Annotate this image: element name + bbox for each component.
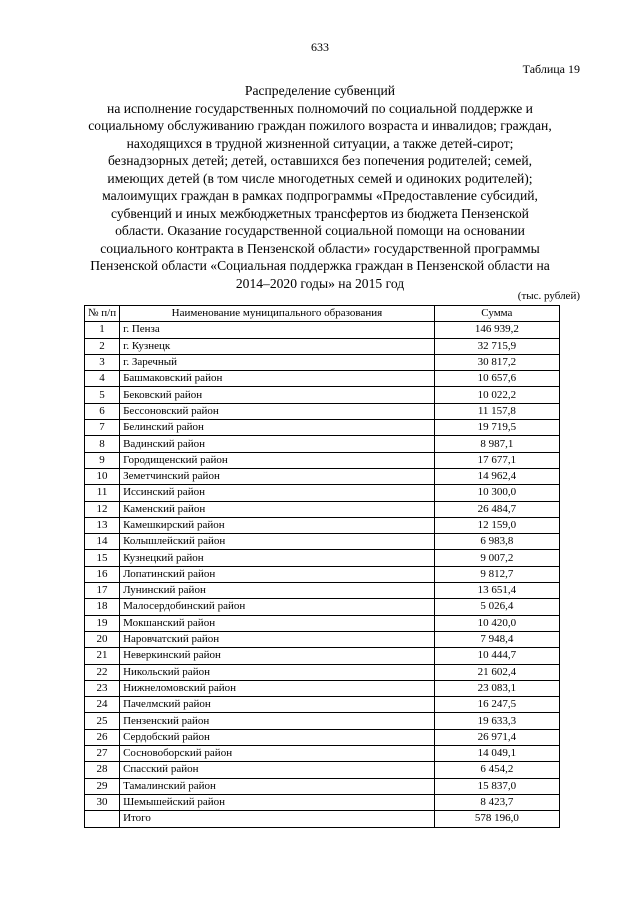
table-row	[85, 452, 560, 468]
table-row	[85, 436, 560, 452]
amount: 6 983,8	[434, 534, 559, 550]
amount: 12 159,0	[434, 517, 559, 533]
municipality-name: Камешкирский район	[120, 517, 435, 533]
table-row	[85, 354, 560, 370]
amount: 5 026,4	[434, 599, 559, 615]
municipality-name: Белинский район	[120, 420, 435, 436]
table-row	[85, 746, 560, 762]
row-number: 23	[85, 680, 120, 696]
amount: 8 987,1	[434, 436, 559, 452]
row-number: 4	[85, 371, 120, 387]
row-number: 16	[85, 566, 120, 582]
title-line: социальному обслуживанию граждан пожилого возраста и инвалидов; граждан,	[88, 118, 552, 133]
municipality-name: Бессоновский район	[120, 403, 435, 419]
table-row	[85, 534, 560, 550]
amount: 30 817,2	[434, 354, 559, 370]
amount: 11 157,8	[434, 403, 559, 419]
row-number: 10	[85, 468, 120, 484]
amount: 32 715,9	[434, 338, 559, 354]
row-number: 13	[85, 517, 120, 533]
municipality-name: Шемышейский район	[120, 794, 435, 810]
municipality-name: Бековский район	[120, 387, 435, 403]
municipality-name: Нижнеломовский район	[120, 680, 435, 696]
table-row	[85, 697, 560, 713]
amount: 14 049,1	[434, 746, 559, 762]
amount: 7 948,4	[434, 631, 559, 647]
total-row	[85, 811, 560, 827]
row-number: 15	[85, 550, 120, 566]
municipality-name: Тамалинский район	[120, 778, 435, 794]
amount: 26 971,4	[434, 729, 559, 745]
row-number: 28	[85, 762, 120, 778]
table-row	[85, 680, 560, 696]
municipality-name: Сосновоборский район	[120, 746, 435, 762]
table-label: Таблица 19	[522, 62, 580, 76]
table-row	[85, 599, 560, 615]
municipality-name: Иссинский район	[120, 485, 435, 501]
row-number	[85, 811, 120, 827]
amount: 21 602,4	[434, 664, 559, 680]
row-number: 3	[85, 354, 120, 370]
municipality-name: Малосердобинский район	[120, 599, 435, 615]
table-row	[85, 468, 560, 484]
row-number: 12	[85, 501, 120, 517]
municipality-name: Колышлейский район	[120, 534, 435, 550]
municipality-name: Лопатинский район	[120, 566, 435, 582]
municipality-name: Вадинский район	[120, 436, 435, 452]
table-row	[85, 664, 560, 680]
row-number: 17	[85, 583, 120, 599]
table-row	[85, 485, 560, 501]
amount: 23 083,1	[434, 680, 559, 696]
table-row	[85, 762, 560, 778]
table-row	[85, 615, 560, 631]
table-row	[85, 387, 560, 403]
municipality-name: Башмаковский район	[120, 371, 435, 387]
amount: 10 657,6	[434, 371, 559, 387]
row-number: 18	[85, 599, 120, 615]
amount: 15 837,0	[434, 778, 559, 794]
title-line: находящихся в трудной жизненной ситуации, а также детей-сирот;	[126, 135, 514, 151]
row-number: 25	[85, 713, 120, 729]
amount: 10 300,0	[434, 485, 559, 501]
table-row	[85, 420, 560, 436]
title-line: Пензенской области «Социальная поддержка граждан в Пензенской области на	[90, 258, 550, 273]
table-row	[85, 713, 560, 729]
header-name: Наименование муниципального образования	[120, 306, 435, 322]
municipality-name: Наровчатский район	[120, 631, 435, 647]
municipality-name: Лунинский район	[120, 583, 435, 599]
table-body	[85, 322, 560, 827]
row-number: 6	[85, 403, 120, 419]
table-row	[85, 729, 560, 745]
municipality-name: Никольский район	[120, 664, 435, 680]
row-number: 14	[85, 534, 120, 550]
title-line: субвенций и иных межбюджетных трансфертов из бюджета Пензенской	[111, 205, 529, 221]
title-line: на исполнение государственных полномочий по социальной поддержке и	[107, 100, 533, 116]
row-number: 8	[85, 436, 120, 452]
amount: 10 420,0	[434, 615, 559, 631]
row-number: 26	[85, 729, 120, 745]
table-row	[85, 648, 560, 664]
units-note: (тыс. рублей)	[517, 290, 580, 302]
document-title	[55, 82, 585, 292]
municipality-name: Неверкинский район	[120, 648, 435, 664]
amount: 8 423,7	[434, 794, 559, 810]
municipality-name: Сердобский район	[120, 729, 435, 745]
title-line: социального контракта в Пензенской области» государственной программы	[100, 240, 540, 256]
amount: 6 454,2	[434, 762, 559, 778]
amount: 9 812,7	[434, 566, 559, 582]
row-number: 27	[85, 746, 120, 762]
amount: 9 007,2	[434, 550, 559, 566]
municipality-name: Каменский район	[120, 501, 435, 517]
page-number: 633	[311, 40, 329, 54]
row-number: 7	[85, 420, 120, 436]
amount: 26 484,7	[434, 501, 559, 517]
table-row	[85, 322, 560, 338]
row-number: 2	[85, 338, 120, 354]
amount: 16 247,5	[434, 697, 559, 713]
table-row	[85, 778, 560, 794]
table-row	[85, 550, 560, 566]
row-number: 29	[85, 778, 120, 794]
amount: 578 196,0	[434, 811, 559, 827]
row-number: 20	[85, 631, 120, 647]
municipality-name: г. Заречный	[120, 354, 435, 370]
municipality-name: Городищенский район	[120, 452, 435, 468]
municipality-name: Итого	[120, 811, 435, 827]
table-header	[85, 306, 560, 322]
municipality-name: г. Пенза	[120, 322, 435, 338]
table-row	[85, 371, 560, 387]
header-sum: Сумма	[434, 306, 559, 322]
row-number: 5	[85, 387, 120, 403]
row-number: 30	[85, 794, 120, 810]
amount: 19 633,3	[434, 713, 559, 729]
header-row	[85, 306, 560, 322]
row-number: 21	[85, 648, 120, 664]
table-row	[85, 566, 560, 582]
amount: 146 939,2	[434, 322, 559, 338]
table-row	[85, 501, 560, 517]
table-row	[85, 583, 560, 599]
amount: 19 719,5	[434, 420, 559, 436]
title-line: безнадзорных детей; детей, оставшихся без попечения родителей; семей,	[107, 153, 533, 168]
table-row	[85, 338, 560, 354]
amount: 10 022,2	[434, 387, 559, 403]
table-row	[85, 517, 560, 533]
table-row	[85, 403, 560, 419]
row-number: 1	[85, 322, 120, 338]
title-line: Распределение субвенций	[244, 83, 396, 98]
title-line: имеющих детей (в том числе многодетных семей и одиноких родителей);	[107, 170, 533, 186]
table-row	[85, 631, 560, 647]
municipality-name: Кузнецкий район	[120, 550, 435, 566]
amount: 17 677,1	[434, 452, 559, 468]
title-line: области. Оказание государственной социальной помощи на основании	[115, 223, 525, 238]
header-num: № п/п	[85, 306, 120, 322]
municipality-name: Пачелмский район	[120, 697, 435, 713]
row-number: 19	[85, 615, 120, 631]
municipality-name: Мокшанский район	[120, 615, 435, 631]
title-line: 2014–2020 годы» на 2015 год	[235, 275, 405, 291]
subsidy-table	[84, 305, 560, 828]
title-line: малоимущих граждан в рамках подпрограммы «Предоставление субсидий,	[102, 188, 538, 203]
table-row	[85, 794, 560, 810]
municipality-name: Земетчинский район	[120, 468, 435, 484]
municipality-name: г. Кузнецк	[120, 338, 435, 354]
row-number: 11	[85, 485, 120, 501]
municipality-name: Пензенский район	[120, 713, 435, 729]
amount: 14 962,4	[434, 468, 559, 484]
amount: 10 444,7	[434, 648, 559, 664]
amount: 13 651,4	[434, 583, 559, 599]
row-number: 9	[85, 452, 120, 468]
row-number: 24	[85, 697, 120, 713]
row-number: 22	[85, 664, 120, 680]
municipality-name: Спасский район	[120, 762, 435, 778]
